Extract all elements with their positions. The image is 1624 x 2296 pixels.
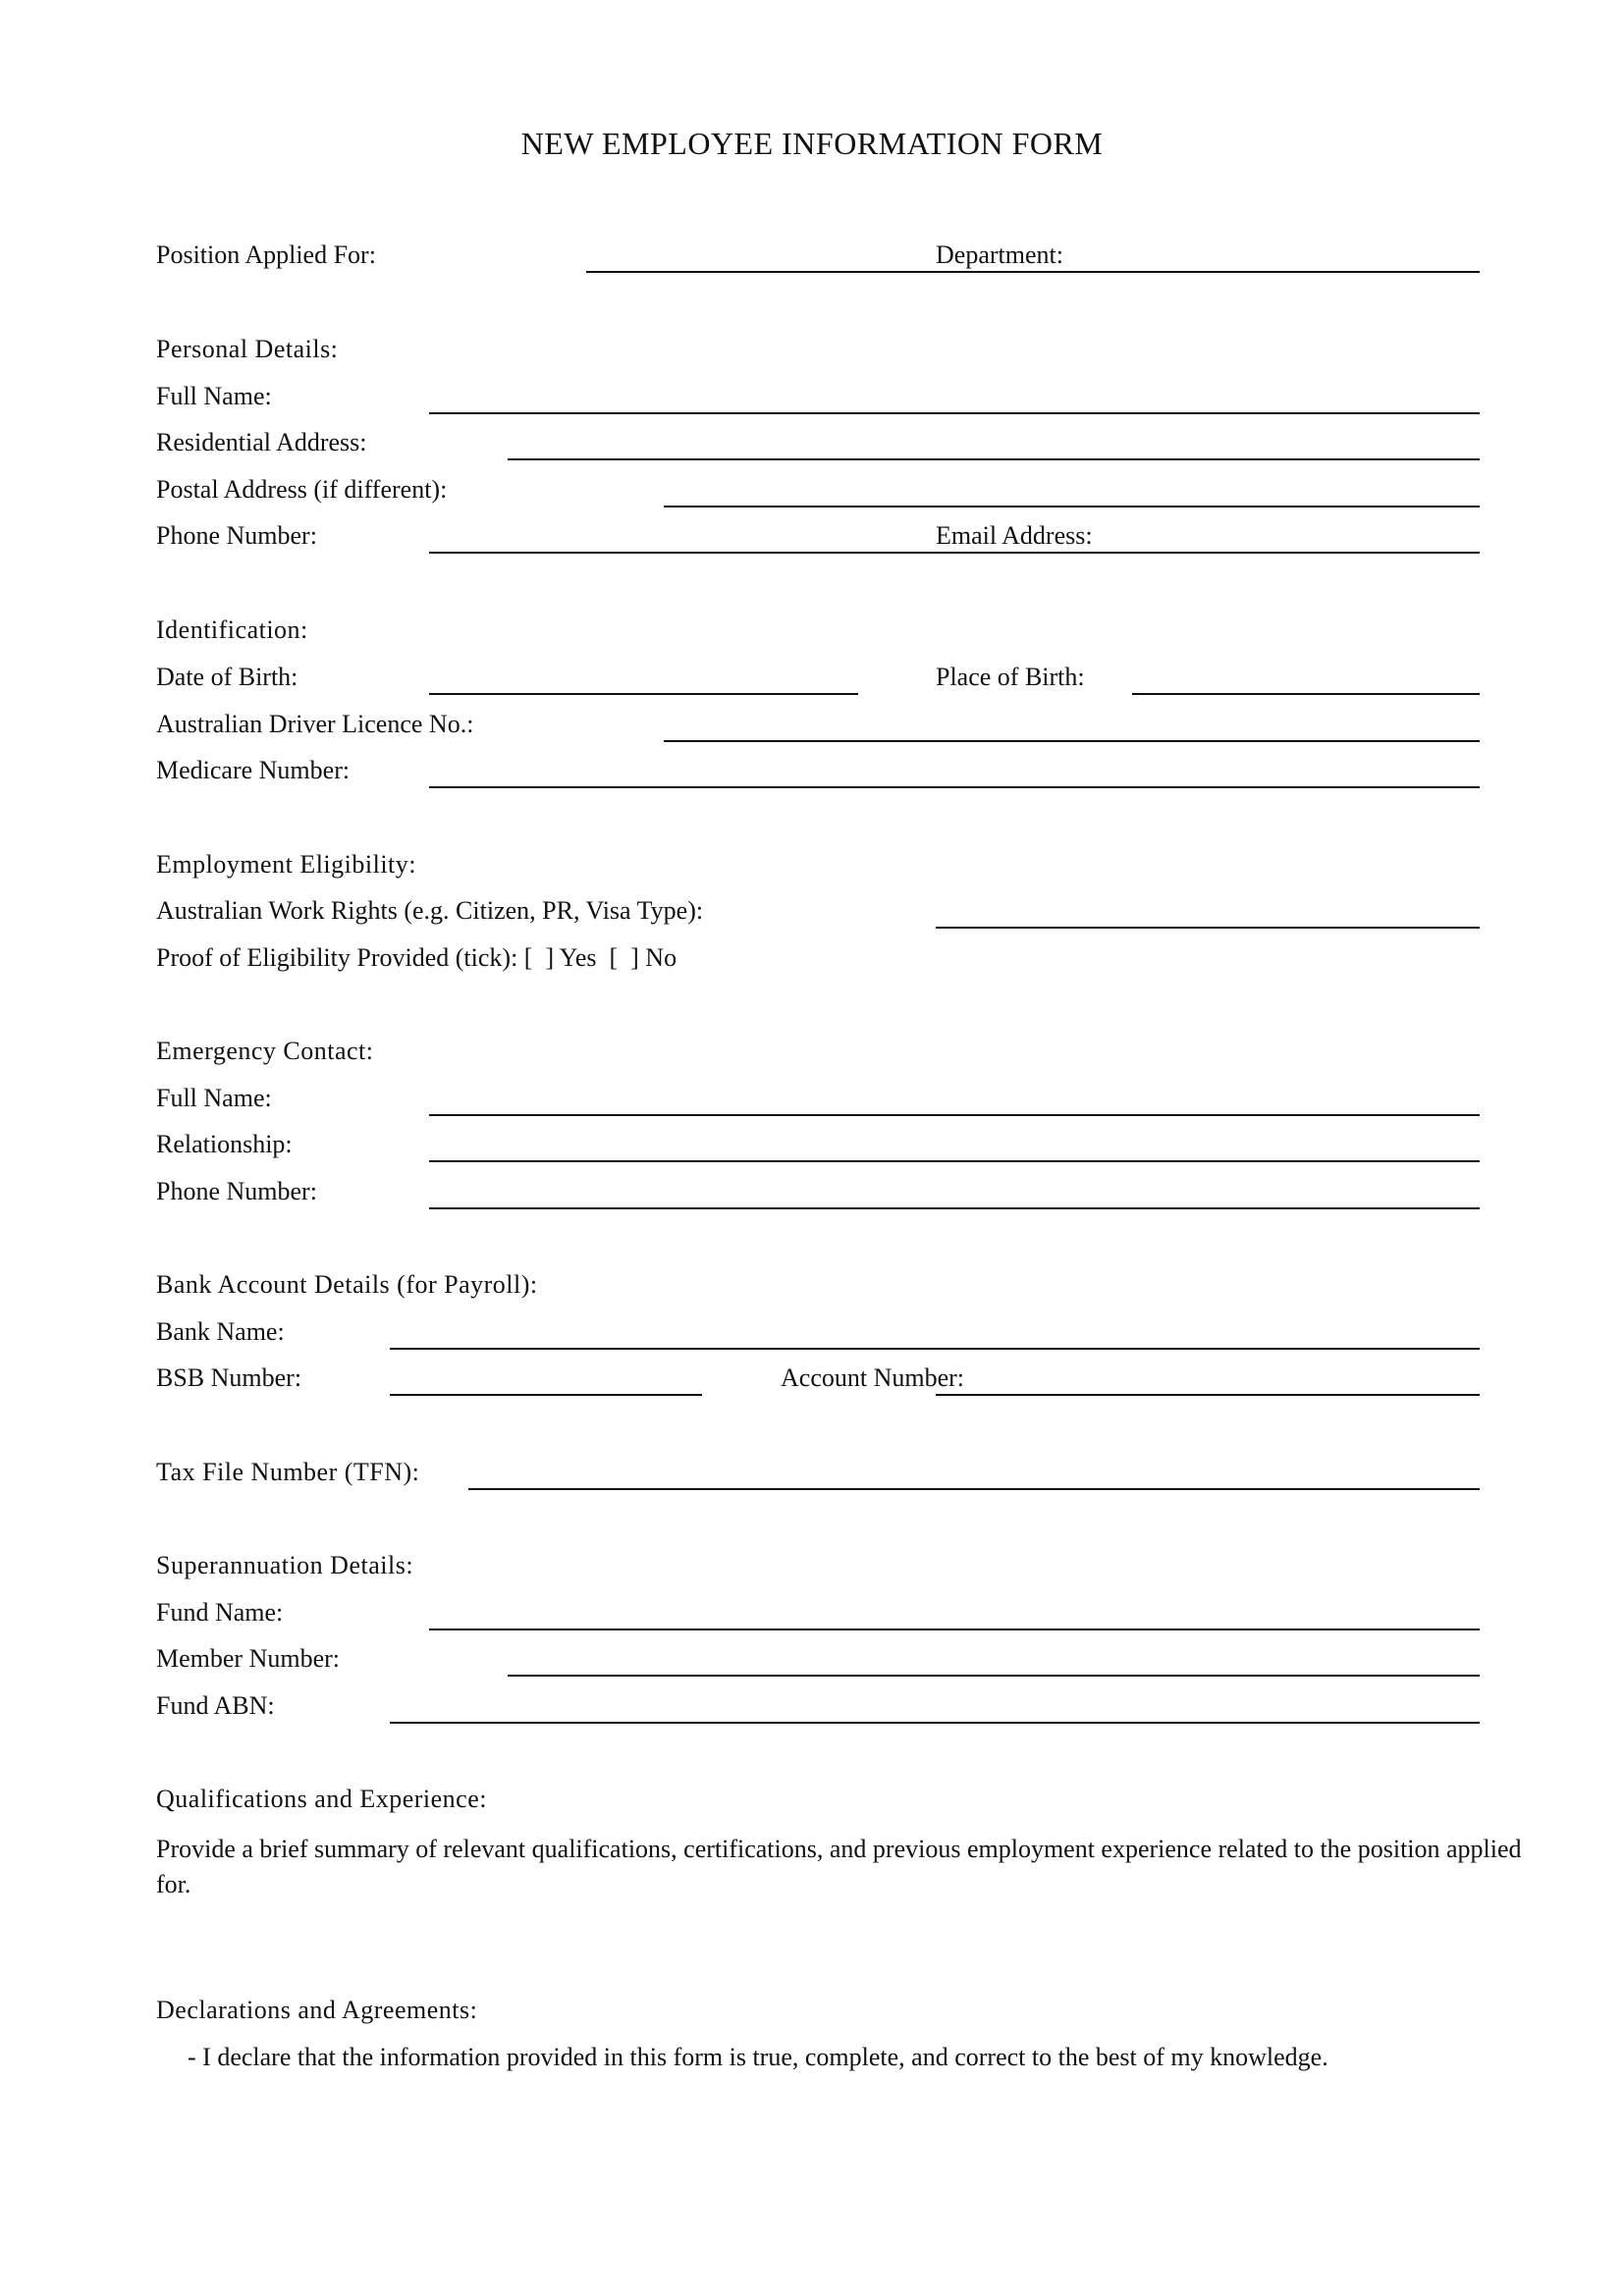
emergency-phone-field[interactable] — [429, 1207, 1480, 1209]
bsb-number-label: BSB Number: — [156, 1363, 302, 1392]
account-number-label: Account Number: — [781, 1363, 965, 1392]
relationship-field[interactable] — [429, 1160, 1480, 1162]
bank-details-heading: Bank Account Details (for Payroll): — [156, 1270, 538, 1299]
member-number-label: Member Number: — [156, 1644, 341, 1673]
position-applied-label: Position Applied For: — [156, 240, 376, 269]
phone-number-label: Phone Number: — [156, 521, 317, 550]
personal-details-heading: Personal Details: — [156, 335, 339, 363]
date-of-birth-label: Date of Birth: — [156, 663, 298, 691]
member-number-field[interactable] — [508, 1675, 1480, 1677]
place-of-birth-label: Place of Birth: — [936, 663, 1085, 691]
residential-address-label: Residential Address: — [156, 428, 367, 456]
identification-heading: Identification: — [156, 615, 308, 644]
emergency-full-name-field[interactable] — [429, 1114, 1480, 1116]
qualifications-heading: Qualifications and Experience: — [156, 1785, 487, 1813]
position-applied-field[interactable] — [586, 271, 1480, 273]
postal-address-label: Postal Address (if different): — [156, 475, 448, 504]
emergency-contact-heading: Emergency Contact: — [156, 1037, 374, 1065]
full-name-label: Full Name: — [156, 382, 272, 410]
declarations-heading: Declarations and Agreements: — [156, 1996, 478, 2024]
postal-address-field[interactable] — [664, 506, 1480, 507]
bank-name-label: Bank Name: — [156, 1317, 285, 1346]
superannuation-heading: Superannuation Details: — [156, 1551, 414, 1579]
qualifications-instructions: Provide a brief summary of relevant qualifications, certifications, and previous employment experience related to the position applied for. — [156, 1835, 1522, 1898]
email-address-label: Email Address: — [936, 521, 1093, 550]
account-number-field[interactable] — [936, 1394, 1480, 1396]
department-label: Department: — [936, 240, 1063, 269]
medicare-number-field[interactable] — [429, 786, 1480, 788]
full-name-field[interactable] — [429, 412, 1480, 414]
phone-email-field[interactable] — [429, 552, 1480, 554]
driver-licence-label: Australian Driver Licence No.: — [156, 710, 474, 738]
fund-abn-label: Fund ABN: — [156, 1691, 275, 1720]
residential-address-field[interactable] — [508, 458, 1480, 460]
place-of-birth-field[interactable] — [1132, 693, 1480, 695]
bank-name-field[interactable] — [390, 1348, 1480, 1350]
emergency-phone-label: Phone Number: — [156, 1177, 317, 1205]
work-rights-label: Australian Work Rights (e.g. Citizen, PR, Visa Type): — [156, 896, 704, 925]
fund-name-label: Fund Name: — [156, 1598, 284, 1627]
emergency-full-name-label: Full Name: — [156, 1084, 272, 1112]
tfn-field[interactable] — [468, 1488, 1480, 1490]
declaration-item-1: - I declare that the information provided in this form is true, complete, and correct to the best of my knowledge. — [188, 2043, 1328, 2071]
fund-abn-field[interactable] — [390, 1722, 1480, 1724]
tfn-label: Tax File Number (TFN): — [156, 1458, 420, 1486]
form-title: NEW EMPLOYEE INFORMATION FORM — [520, 126, 1104, 161]
date-of-birth-field[interactable] — [429, 693, 858, 695]
employment-eligibility-heading: Employment Eligibility: — [156, 850, 416, 879]
proof-of-eligibility-checkboxes[interactable]: Proof of Eligibility Provided (tick): [ ] Yes [ ] No — [156, 943, 677, 972]
relationship-label: Relationship: — [156, 1130, 293, 1158]
medicare-number-label: Medicare Number: — [156, 756, 351, 784]
bsb-number-field[interactable] — [390, 1394, 702, 1396]
fund-name-field[interactable] — [429, 1629, 1480, 1630]
work-rights-field[interactable] — [936, 927, 1480, 929]
driver-licence-field[interactable] — [664, 740, 1480, 742]
